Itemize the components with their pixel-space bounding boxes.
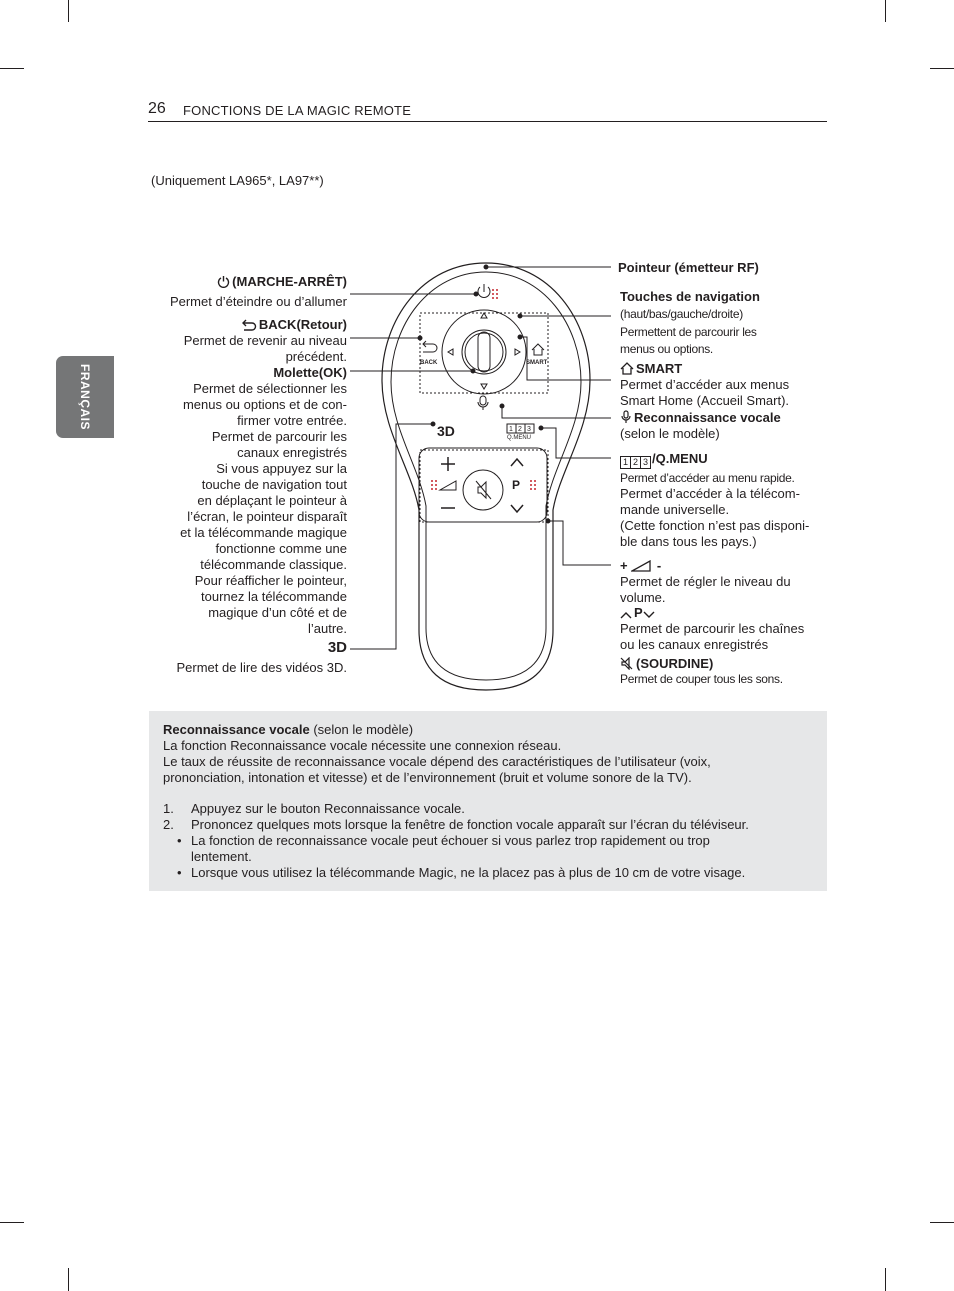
bullet-text: Lorsque vous utilisez la télécommande Magic, ne la placez pas à plus de 10 cm de votre visage. [191, 865, 746, 880]
callout-wheel-line: magique d’un côté et de [208, 605, 347, 620]
callout-back [127, 317, 347, 365]
callout-voice-title: Reconnaissance vocale [634, 410, 781, 425]
callout-qmenu-line: ble dans tous les pays.) [620, 534, 757, 549]
callout-wheel-line: Si vous appuyez sur la [216, 461, 347, 476]
callout-channel-line: ou les canaux enregistrés [620, 637, 769, 652]
model-note: (Uniquement LA965*, LA97**) [151, 173, 324, 188]
step-text: Prononcez quelques mots lorsque la fenêtre de fonction vocale apparaît sur l’écran du téléviseur. [191, 817, 749, 832]
callout-wheel-line: tournez la télécommande [201, 589, 347, 604]
step-number: 1. [163, 801, 174, 816]
callout-wheel-line: Permet de sélectionner les [193, 381, 347, 396]
callout-wheel-title: Molette(OK) [273, 365, 347, 380]
power-icon [217, 275, 230, 288]
callout-voice-desc: (selon le modèle) [620, 426, 720, 441]
digit-box: 3 [640, 456, 651, 469]
chevron-up-icon [620, 611, 632, 619]
microphone-icon [620, 410, 632, 424]
crop-mark [0, 1222, 24, 1223]
callout-qmenu [620, 451, 832, 550]
note-heading-bold: Reconnaissance vocale [163, 722, 310, 737]
remote-back-label: BACK [420, 360, 438, 366]
callout-back-line: précédent. [285, 349, 347, 364]
callout-qmenu-small: Permet d’accéder au menu rapide. [620, 471, 795, 485]
remote-digit-1: 1 [509, 426, 513, 433]
callout-wheel-line: fonctionne comme une [215, 541, 347, 556]
callout-wheel-line: touche de navigation tout [201, 477, 347, 492]
crop-mark [885, 1268, 886, 1291]
callout-volume-line: Permet de régler le niveau du [620, 574, 791, 589]
callout-pointer: Pointeur (émetteur RF) [618, 260, 759, 275]
remote-p-label: P [512, 478, 521, 492]
callout-nav-line: Permettent de parcourir les [620, 325, 757, 339]
callout-channel-line: Permet de parcourir les chaînes [620, 621, 805, 636]
callout-back-line: Permet de revenir au niveau [183, 333, 347, 348]
callout-volume-plus: + [620, 558, 628, 573]
callout-qmenu-line: mande universelle. [620, 502, 730, 517]
callout-power [127, 274, 347, 310]
callout-mute-small: Permet de couper tous les sons. [620, 672, 783, 686]
callout-volume-minus: - [656, 558, 662, 573]
remote-smart-label: SMART [526, 360, 548, 366]
callout-qmenu-title: /Q.MENU [652, 451, 708, 466]
bullet-text: La fonction de reconnaissance vocale peut échouer si vous parlez trop rapidement ou trop [191, 833, 710, 848]
callout-wheel-line: Permet de parcourir les [211, 429, 347, 444]
page-number: 26 [148, 100, 166, 117]
back-icon [241, 319, 257, 331]
callout-qmenu-line: Permet d’accéder à la télécom- [620, 486, 800, 501]
callout-channel-title: P [634, 605, 643, 620]
callout-smart-line: Permet d’accéder aux menus [620, 377, 790, 392]
callout-smart [620, 361, 830, 409]
callout-wheel-line: canaux enregistrés [237, 445, 347, 460]
crop-mark [930, 1222, 954, 1223]
step-text: Appuyez sur le bouton Reconnaissance vocale. [191, 801, 465, 816]
bullet-text: lentement. [191, 849, 252, 864]
callout-volume [620, 558, 832, 606]
callout-nav [620, 289, 830, 357]
bullet-mark: • [177, 833, 182, 848]
note-line: Le taux de réussite de reconnaissance vocale dépend des caractéristiques de l’utilisateur (voix, [163, 754, 711, 769]
callout-qmenu-line: (Cette fonction n’est pas disponi- [620, 518, 810, 533]
page-title: FONCTIONS DE LA MAGIC REMOTE [183, 103, 412, 118]
step-number: 2. [163, 817, 174, 832]
remote-qmenu-label: Q.MENU [507, 435, 531, 441]
callout-smart-line: Smart Home (Accueil Smart). [620, 393, 790, 408]
callout-volume-line: volume. [620, 590, 666, 605]
note-line: prononciation, intonation et vitesse) et de l’environnement (bruit et volume sonore de la TV). [163, 770, 692, 785]
mute-icon [620, 657, 634, 670]
callout-wheel-line: Pour réafficher le pointeur, [194, 573, 347, 588]
callout-3d [127, 640, 347, 676]
callout-wheel-line: menus ou options et de con- [182, 397, 347, 412]
callout-wheel-line: l’autre. [307, 621, 347, 636]
digit-box: 2 [630, 456, 641, 469]
callout-smart-title: SMART [636, 361, 683, 376]
home-icon [620, 362, 634, 375]
callout-wheel-line: en déplaçant le pointeur à [197, 493, 347, 508]
volume-wedge-icon [631, 560, 651, 572]
callout-nav-title: Touches de navigation [620, 289, 760, 304]
one-two-three-icon [620, 456, 650, 469]
note-heading-rest: (selon le modèle) [309, 722, 414, 737]
bullet-mark: • [177, 865, 182, 880]
note-heading [163, 722, 823, 738]
callout-mute-title: (SOURDINE) [636, 656, 714, 671]
callout-voice [620, 410, 830, 442]
callout-nav-line: (haut/bas/gauche/droite) [620, 307, 743, 321]
callout-wheel-line: l’écran, le pointeur disparaît [187, 509, 347, 524]
callout-wheel-line: télécommande classique. [200, 557, 347, 572]
remote-3d-label: 3D [437, 423, 455, 439]
callout-wheel-line: firmer votre entrée. [237, 413, 347, 428]
callout-back-title: BACK(Retour) [258, 317, 347, 332]
callout-power-title: (MARCHE-ARRÊT) [232, 274, 347, 289]
language-tab-label: FRANÇAIS [78, 364, 92, 430]
callout-nav-line: menus ou options. [620, 342, 713, 356]
crop-mark [68, 1268, 69, 1291]
remote-digit-2: 2 [518, 426, 522, 433]
callout-wheel [127, 365, 347, 637]
callout-power-desc: Permet d’éteindre ou d’allumer [169, 294, 347, 309]
voice-recognition-note [149, 711, 827, 891]
callout-wheel-line: et la télécommande magique [180, 525, 347, 540]
callout-channel [620, 605, 832, 653]
remote-digit-3: 3 [527, 426, 531, 433]
chevron-down-icon [643, 611, 655, 619]
callout-mute [620, 656, 832, 687]
three-d-icon: 3D [327, 639, 347, 656]
digit-box: 1 [620, 456, 631, 469]
callout-3d-desc: Permet de lire des vidéos 3D. [176, 660, 347, 675]
note-line: La fonction Reconnaissance vocale nécessite une connexion réseau. [163, 738, 562, 753]
